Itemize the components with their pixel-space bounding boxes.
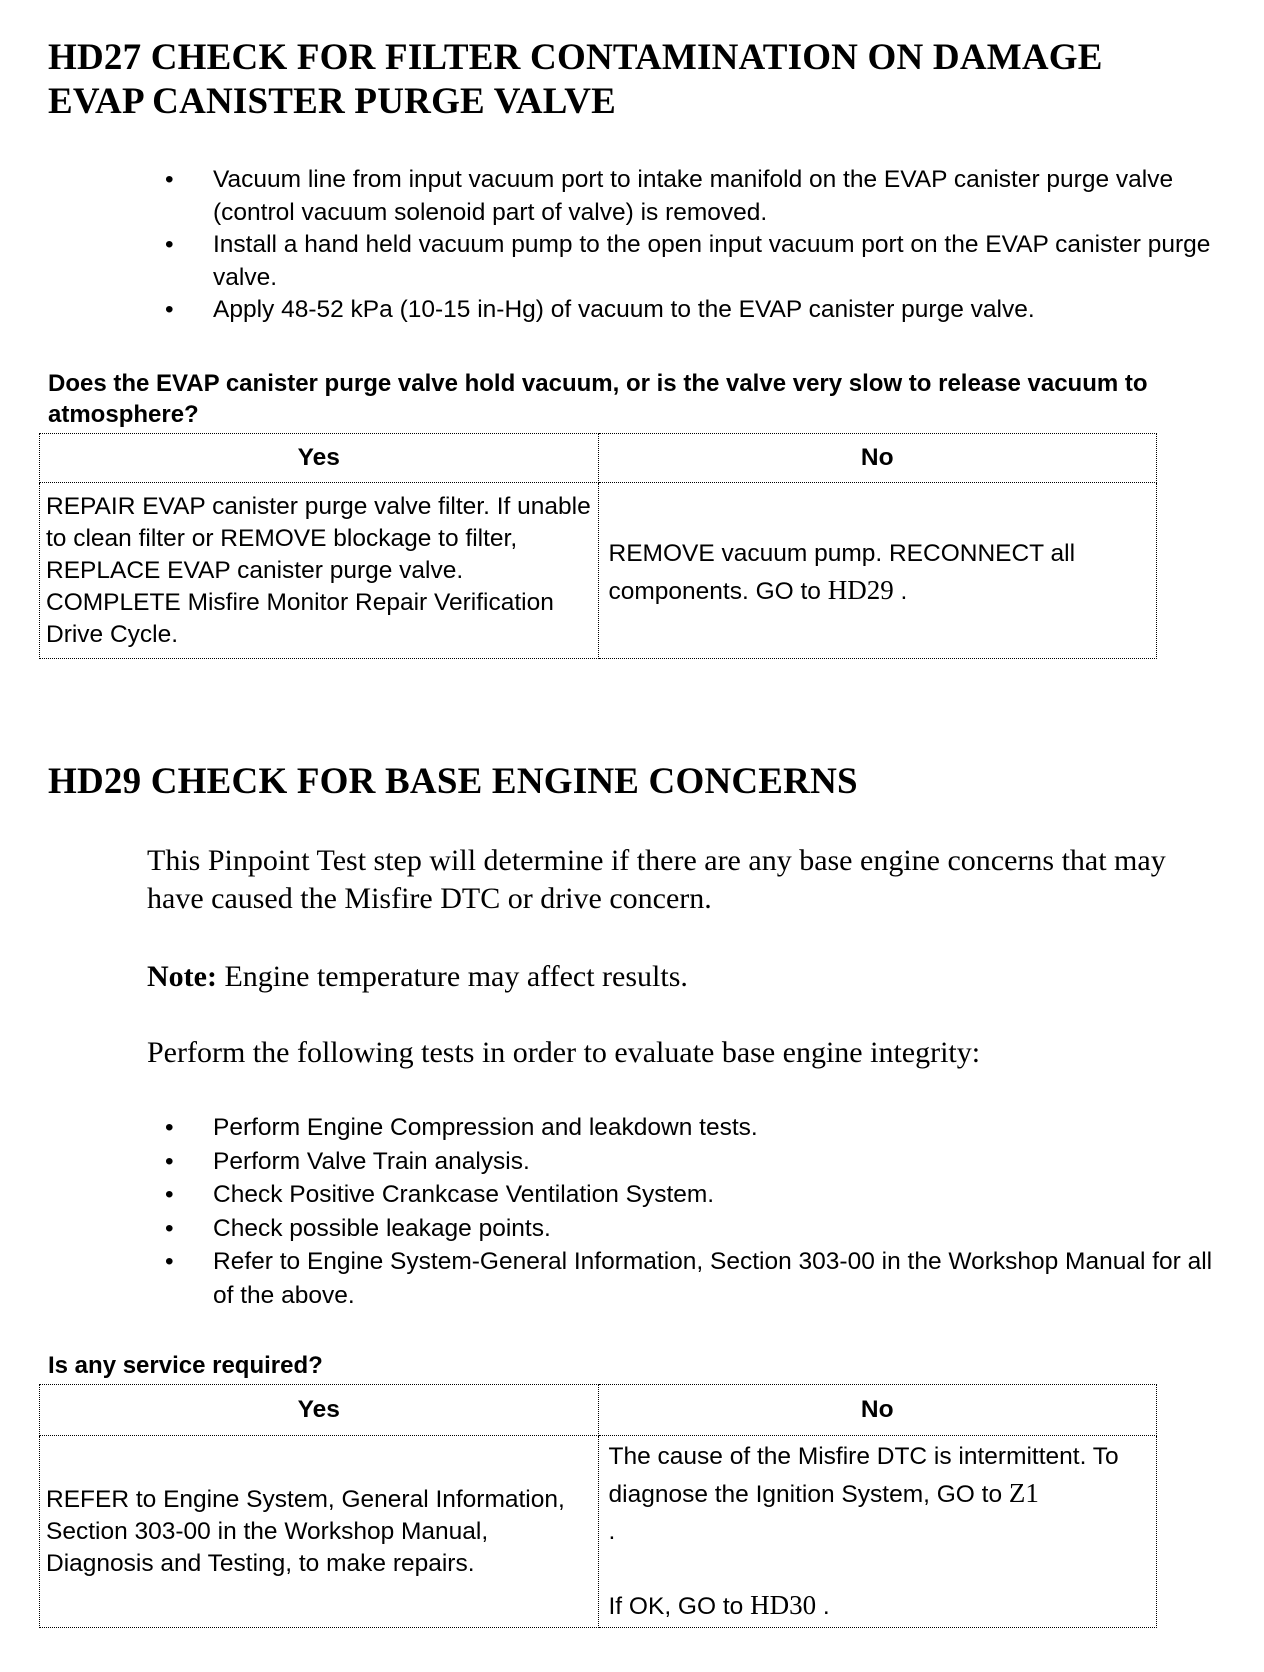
list-item: • Apply 48-52 kPa (10-15 in-Hg) of vacuum to the EVAP canister purge valve. bbox=[165, 294, 1235, 327]
bullet-icon: • bbox=[165, 1248, 174, 1275]
table-header-row bbox=[40, 434, 1157, 483]
hd27-title-line2: EVAP CANISTER PURGE VALVE bbox=[48, 81, 617, 122]
hd27-decision-table bbox=[39, 433, 1157, 659]
bullet-icon: • bbox=[165, 1114, 174, 1141]
yes-header: Yes bbox=[40, 1385, 599, 1436]
hd30-link[interactable]: HD30 bbox=[750, 1590, 817, 1620]
table-row bbox=[40, 1436, 1157, 1628]
list-item: • Refer to Engine System-General Information, Section 303-00 in the Workshop Manual for all of the above. bbox=[165, 1245, 1215, 1312]
bullet-icon: • bbox=[165, 231, 174, 258]
list-item: • Perform Valve Train analysis. bbox=[165, 1145, 1215, 1179]
hd29-note: Note: Engine temperature may affect results. bbox=[147, 960, 688, 993]
list-item: • Vacuum line from input vacuum port to intake manifold on the EVAP canister purge valve (control vacuum solenoid part of valve) is removed. bbox=[165, 166, 1174, 226]
hd29-perform: Perform the following tests in order to evaluate base engine integrity: bbox=[147, 1036, 981, 1069]
yes-cell: REFER to Engine System, General Information, Section 303-00 in the Workshop Manual, Diagnosis and Testing, to make repairs. bbox=[40, 1436, 599, 1628]
no-header: No bbox=[598, 434, 1157, 483]
hd29-question: Is any service required? bbox=[48, 1352, 323, 1379]
hd29-bullet-list bbox=[165, 1111, 1215, 1312]
yes-cell: REPAIR EVAP canister purge valve filter. If unable to clean filter or REMOVE blockage to filter, REPLACE EVAP canister purge valve. COMPLETE Misfire Monitor Repair Verification Drive Cycle. bbox=[40, 483, 599, 659]
bullet-icon: • bbox=[165, 166, 174, 193]
bullet-icon: • bbox=[165, 1214, 174, 1242]
hd29-title: HD29 CHECK FOR BASE ENGINE CONCERNS bbox=[48, 761, 858, 802]
list-item: • Check Positive Crankcase Ventilation System. bbox=[165, 1178, 1215, 1212]
hd29-intro: This Pinpoint Test step will determine if there are any base engine concerns that may have caused the Misfire DTC or drive concern. bbox=[147, 844, 1166, 915]
list-item: • Install a hand held vacuum pump to the open input vacuum port on the EVAP canister purge valve. bbox=[165, 231, 1211, 291]
yes-header: Yes bbox=[40, 434, 599, 483]
note-label: Note: bbox=[147, 960, 217, 993]
z1-link[interactable]: Z1 bbox=[1008, 1478, 1039, 1508]
bullet-icon: • bbox=[165, 1181, 174, 1208]
hd27-title-line1: HD27 CHECK FOR FILTER CONTAMINATION ON DAMAGE bbox=[48, 37, 1103, 78]
bullet-icon: • bbox=[165, 296, 174, 323]
no-header: No bbox=[598, 1385, 1157, 1436]
hd29-link[interactable]: HD29 bbox=[827, 574, 894, 605]
bullet-icon: • bbox=[165, 1147, 174, 1175]
list-item: • Check possible leakage points. bbox=[165, 1212, 1215, 1246]
hd27-question: Does the EVAP canister purge valve hold vacuum, or is the valve very slow to release vacuum to atmosphere? bbox=[48, 370, 1148, 428]
table-header-row bbox=[40, 1385, 1157, 1436]
table-row bbox=[40, 483, 1157, 659]
hd27-bullet-list bbox=[165, 164, 1235, 327]
hd27-title bbox=[48, 36, 1103, 124]
hd29-decision-table bbox=[39, 1384, 1157, 1628]
no-cell: REMOVE vacuum pump. RECONNECT all components. GO to HD29 . bbox=[598, 483, 1157, 659]
no-cell: The cause of the Misfire DTC is intermittent. To diagnose the Ignition System, GO to Z1 . If OK, GO to HD30 . bbox=[598, 1436, 1157, 1628]
list-item: • Perform Engine Compression and leakdown tests. bbox=[165, 1111, 1215, 1145]
